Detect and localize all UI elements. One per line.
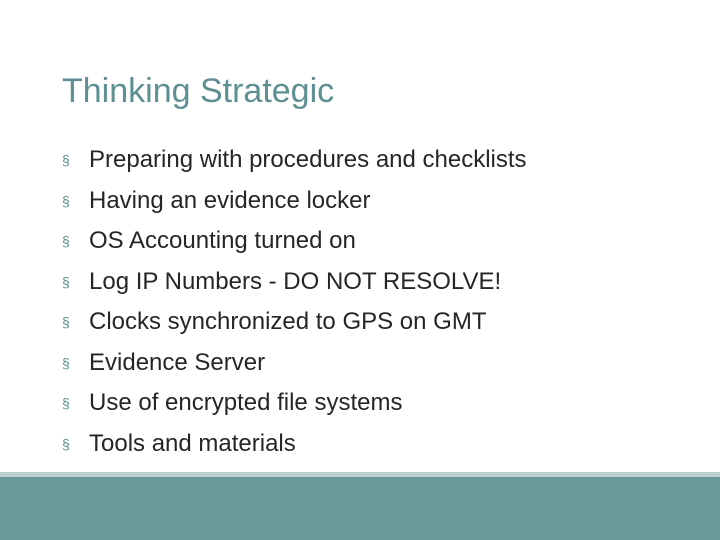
bullet-marker-icon: § bbox=[62, 273, 70, 290]
bullet-text: Tools and materials bbox=[89, 429, 296, 457]
bullet-text: Clocks synchronized to GPS on GMT bbox=[89, 308, 487, 335]
bullet-marker-icon: § bbox=[62, 395, 70, 411]
bullet-text: Having an evidence locker bbox=[89, 186, 371, 214]
bullet-text: Use of encrypted file systems bbox=[89, 389, 403, 416]
bullet-marker-icon: § bbox=[62, 152, 70, 168]
bullet-marker-icon: § bbox=[62, 233, 70, 249]
bullet-text: Evidence Server bbox=[89, 348, 266, 376]
bullet-text: Log IP Numbers - DO NOT RESOLVE! bbox=[89, 267, 502, 295]
bullet-marker-icon: § bbox=[62, 314, 70, 330]
bullet-marker-icon: § bbox=[62, 192, 70, 209]
bullet-marker-icon: § bbox=[62, 435, 70, 452]
bullet-text: OS Accounting turned on bbox=[89, 227, 356, 254]
bullet-marker-icon: § bbox=[62, 354, 70, 371]
footer-band bbox=[0, 477, 720, 540]
slide-title: Thinking Strategic bbox=[62, 72, 335, 110]
bullet-text: Preparing with procedures and checklists bbox=[89, 146, 527, 173]
